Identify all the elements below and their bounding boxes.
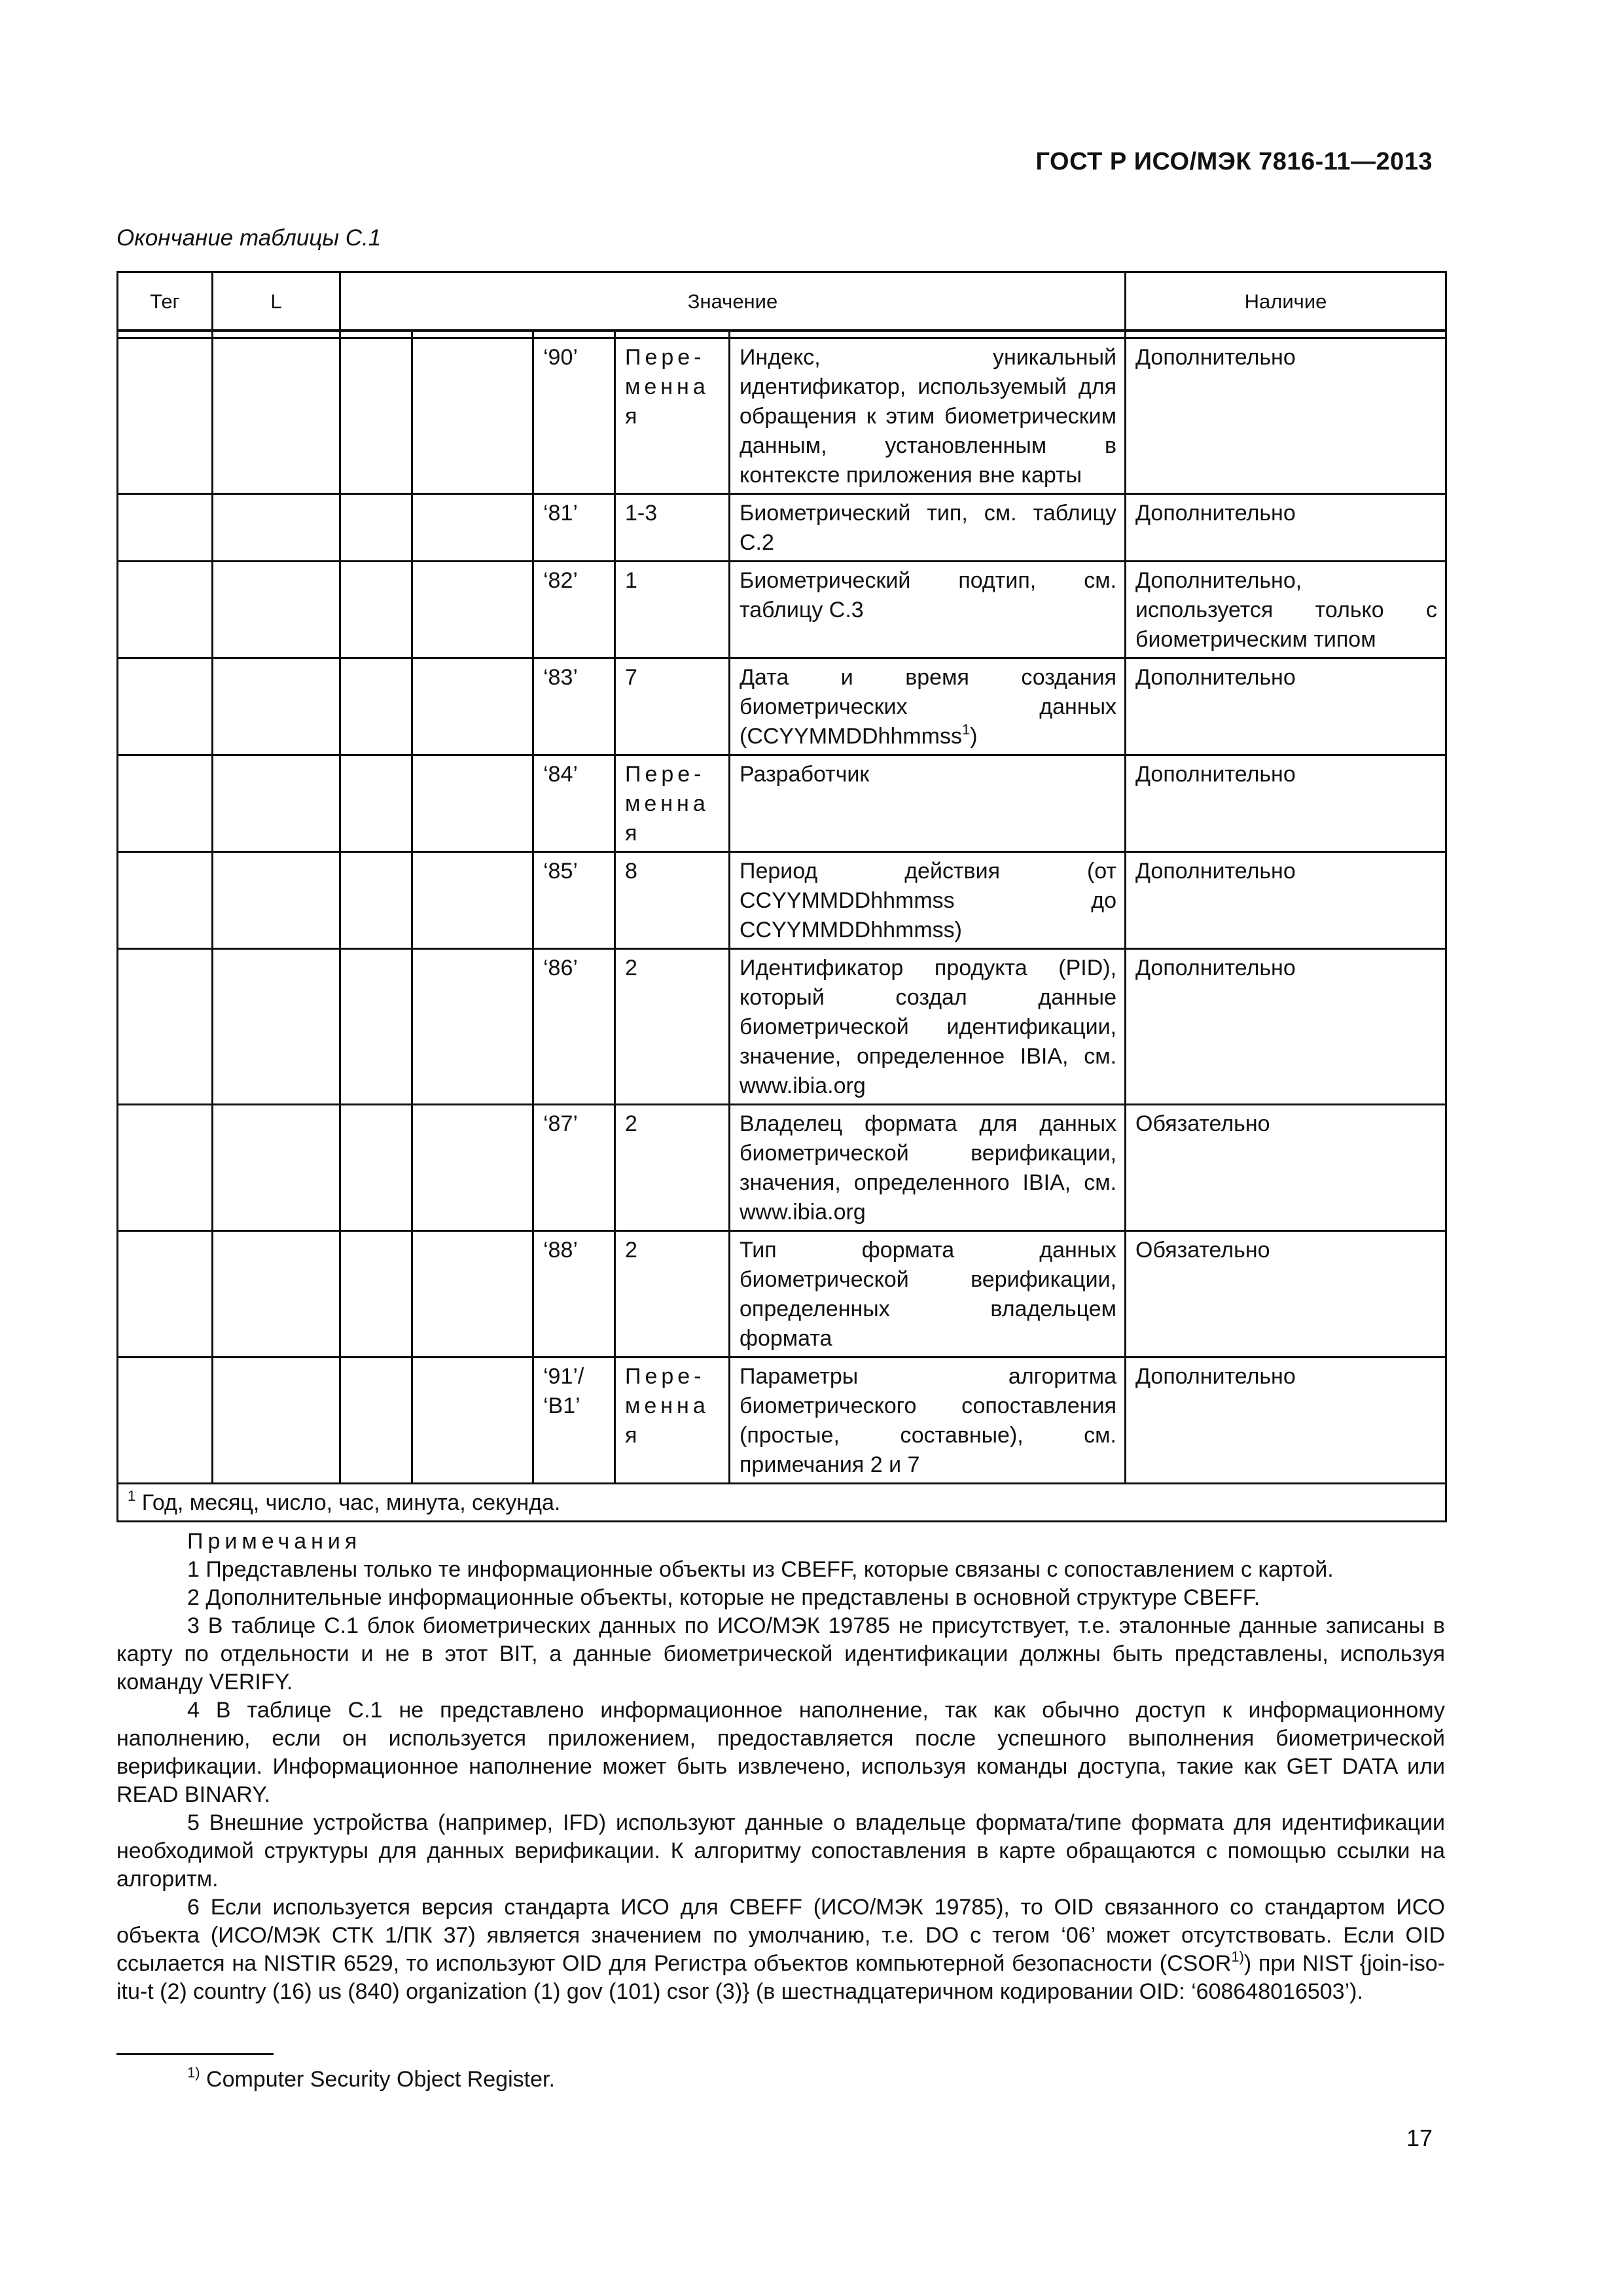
cell-value [730,658,1126,755]
page-footnote-mark: 1) [187,2064,200,2081]
cell-value-sup: 1 [962,721,971,738]
empty-cell [213,494,340,562]
table-row [118,1231,1446,1357]
empty-cell [213,1357,340,1484]
empty-cell [213,658,340,755]
cell-presence: Дополнительно [1126,658,1446,755]
cell-value-text: Параметры алгоритма биометрического сопоставления (простые, составные), см. примечания 2 и 7 [740,1364,1117,1477]
cell-length: 2 [615,1231,730,1357]
header-length: L [213,272,340,331]
cell-value-text: Биометрический подтип, см. таблицу С.3 [740,568,1117,622]
empty-cell [213,852,340,949]
cell-tag: ‘88’ [533,1231,615,1357]
table-footnote-text: Год, месяц, число, час, минута, секунда. [141,1490,561,1515]
cell-length: 8 [615,852,730,949]
table-footnote [118,1484,1446,1522]
cell-presence: Обязательно [1126,1105,1446,1231]
cell-length: 1-3 [615,494,730,562]
empty-cell [118,494,213,562]
page-footnote [187,2064,555,2092]
cell-value-text: Индекс, уникальный идентификатор, используемый для обращения к этим биометрическим данным, установленным в контексте приложения вне карты [740,345,1117,488]
empty-cell [340,562,412,658]
separator-cell [118,331,213,338]
header-value: Значение [340,272,1126,331]
table-row [118,1105,1446,1231]
cell-value [730,1231,1126,1357]
cell-presence: Дополнительно, используется только с биометрическим типом [1126,562,1446,658]
empty-cell [412,1357,533,1484]
cell-value-text: Тип формата данных биометрической верификации, определенных владельцем формата [740,1238,1117,1351]
footnote-rule [116,2053,274,2055]
separator-cell [615,331,730,338]
note-item: 1 Представлены только те информационные объекты из CBEFF, которые связаны с сопоставлением с картой. [187,1557,1334,1582]
empty-cell [213,1231,340,1357]
table-row [118,1357,1446,1484]
separator-cell [340,331,412,338]
note-6 [116,1893,1445,2006]
cell-value-text: Период действия (от CCYYMMDDhhmmss до CCYYMMDDhhmmss) [740,859,1117,942]
cell-tag: ‘83’ [533,658,615,755]
empty-cell [340,755,412,852]
empty-cell [213,1105,340,1231]
table-row [118,658,1446,755]
cell-presence: Дополнительно [1126,1357,1446,1484]
empty-cell [412,494,533,562]
empty-cell [412,658,533,755]
cell-value [730,494,1126,562]
cell-value-text: Разработчик [740,762,870,787]
cell-tag: ‘85’ [533,852,615,949]
cell-value-text: Дата и время создания биометрических данных (CCYYMMDDhhmmss [740,665,1117,749]
cell-value [730,1105,1126,1231]
cell-tag: ‘81’ [533,494,615,562]
empty-cell [118,338,213,494]
cell-length: Пере- менная [615,755,730,852]
cell-tag: ‘90’ [533,338,615,494]
empty-cell [340,1231,412,1357]
table-row [118,338,1446,494]
cell-value [730,755,1126,852]
empty-cell [118,755,213,852]
separator-cell [1126,331,1446,338]
notes-title: Примечания [187,1529,362,1554]
empty-cell [412,852,533,949]
cell-tag: ‘91’/ ‘B1’ [533,1357,615,1484]
separator-cell [533,331,615,338]
empty-cell [412,562,533,658]
table-row [118,494,1446,562]
empty-cell [118,658,213,755]
note-6-sup: 1) [1231,1948,1244,1965]
separator-cell [412,331,533,338]
cell-tag: ‘87’ [533,1105,615,1231]
empty-cell [213,949,340,1105]
empty-cell [118,562,213,658]
cell-value [730,852,1126,949]
empty-cell [412,338,533,494]
cell-value [730,949,1126,1105]
empty-cell [340,494,412,562]
cell-tag: ‘84’ [533,755,615,852]
empty-cell [412,1105,533,1231]
note-6-text-a: 6 Если используется версия стандарта ИСО для CBEFF (ИСО/МЭК 19785), то OID связанного со стандартом ИСО объекта (ИСО/МЭК СТК 1/ПК 37) является значением по умолчанию, т.е. DO с тегом ‘06’ может отсутствовать. Если OID ссылается на NISTIR 6529, то используют OID для Регистра объектов компьютерной безопасности (CSOR [116,1895,1445,1976]
table-row [118,852,1446,949]
table-footnote-row [118,1484,1446,1522]
empty-cell [118,1231,213,1357]
header-tag: Тег [118,272,213,331]
table-header-row [118,272,1446,331]
cell-value [730,562,1126,658]
table-body [118,331,1446,1484]
header-presence: Наличие [1126,272,1446,331]
table-row [118,949,1446,1105]
cell-presence: Дополнительно [1126,338,1446,494]
cell-length: Пере- менная [615,338,730,494]
empty-cell [340,1105,412,1231]
table-row [118,562,1446,658]
cell-value [730,338,1126,494]
cell-presence: Дополнительно [1126,852,1446,949]
cell-value-text: Владелец формата для данных биометрической верификации, значения, определенного IBIA, см. www.ibia.org [740,1111,1117,1225]
empty-cell [118,949,213,1105]
separator-cell [213,331,340,338]
cell-presence: Обязательно [1126,1231,1446,1357]
cell-tag: ‘86’ [533,949,615,1105]
note-item: 4 В таблице С.1 не представлено информационное наполнение, так как обычно доступ к информационному наполнению, если он используется приложением, предоставляется после успешного выполнения биометрической верификации. Информационное наполнение может быть извлечено, используя команды доступа, такие как GET DATA или READ BINARY. [116,1698,1445,1807]
empty-cell [340,658,412,755]
empty-cell [340,949,412,1105]
cell-value [730,1357,1126,1484]
standard-designation: ГОСТ Р ИСО/МЭК 7816-11—2013 [1035,148,1433,175]
note-6-text-b: ) при NIST {join-iso-itu-t (2) country (16) us (840) organization (1) gov (101) csor (3)} (в шестнадцатеричном кодировании OID: ‘608648016503’). [116,1951,1446,2004]
empty-cell [118,852,213,949]
cell-length: Пере- менная [615,1357,730,1484]
separator-cell [730,331,1126,338]
table-separator-row [118,331,1446,338]
note-item: 3 В таблице С.1 блок биометрических данных по ИСО/МЭК 19785 не присутствует, т.е. эталонные данные записаны в карту по отдельности и не в этот BIT, а данные биометрической идентификации должны быть представлены, используя команду VERIFY. [116,1613,1445,1695]
cell-length: 7 [615,658,730,755]
table-row [118,755,1446,852]
empty-cell [412,1231,533,1357]
notes-section [116,1528,1445,2006]
cell-presence: Дополнительно [1126,949,1446,1105]
cell-value-text: Биометрический тип, см. таблицу С.2 [740,501,1117,555]
empty-cell [340,1357,412,1484]
page-footnote-text: Computer Security Object Register. [206,2067,555,2092]
table-footnote-mark: 1 [128,1488,136,1504]
cell-length: 2 [615,949,730,1105]
empty-cell [213,338,340,494]
empty-cell [340,852,412,949]
empty-cell [213,562,340,658]
notes-list [116,1556,1445,1893]
cell-value-text: Идентификатор продукта (PID), который создал данные биометрической идентификации, значение, определенное IBIA, см. www.ibia.org [740,956,1117,1098]
empty-cell [412,755,533,852]
empty-cell [118,1357,213,1484]
note-item: 2 Дополнительные информационные объекты, которые не представлены в основной структуре CBEFF. [187,1585,1260,1610]
empty-cell [118,1105,213,1231]
table-c1 [116,271,1447,1522]
cell-tag: ‘82’ [533,562,615,658]
cell-presence: Дополнительно [1126,494,1446,562]
note-item: 5 Внешние устройства (например, IFD) используют данные о владельце формата/типе формата для идентификации необходимой структуры для данных верификации. К алгоритму сопоставления в карте обращаются с помощью ссылки на алгоритм. [116,1810,1445,1892]
cell-length: 1 [615,562,730,658]
page-number: 17 [1406,2125,1433,2151]
empty-cell [213,755,340,852]
cell-presence: Дополнительно [1126,755,1446,852]
empty-cell [412,949,533,1105]
cell-length: 2 [615,1105,730,1231]
table-caption: Окончание таблицы С.1 [116,225,382,251]
empty-cell [340,338,412,494]
cell-value-tail: ) [970,724,978,749]
